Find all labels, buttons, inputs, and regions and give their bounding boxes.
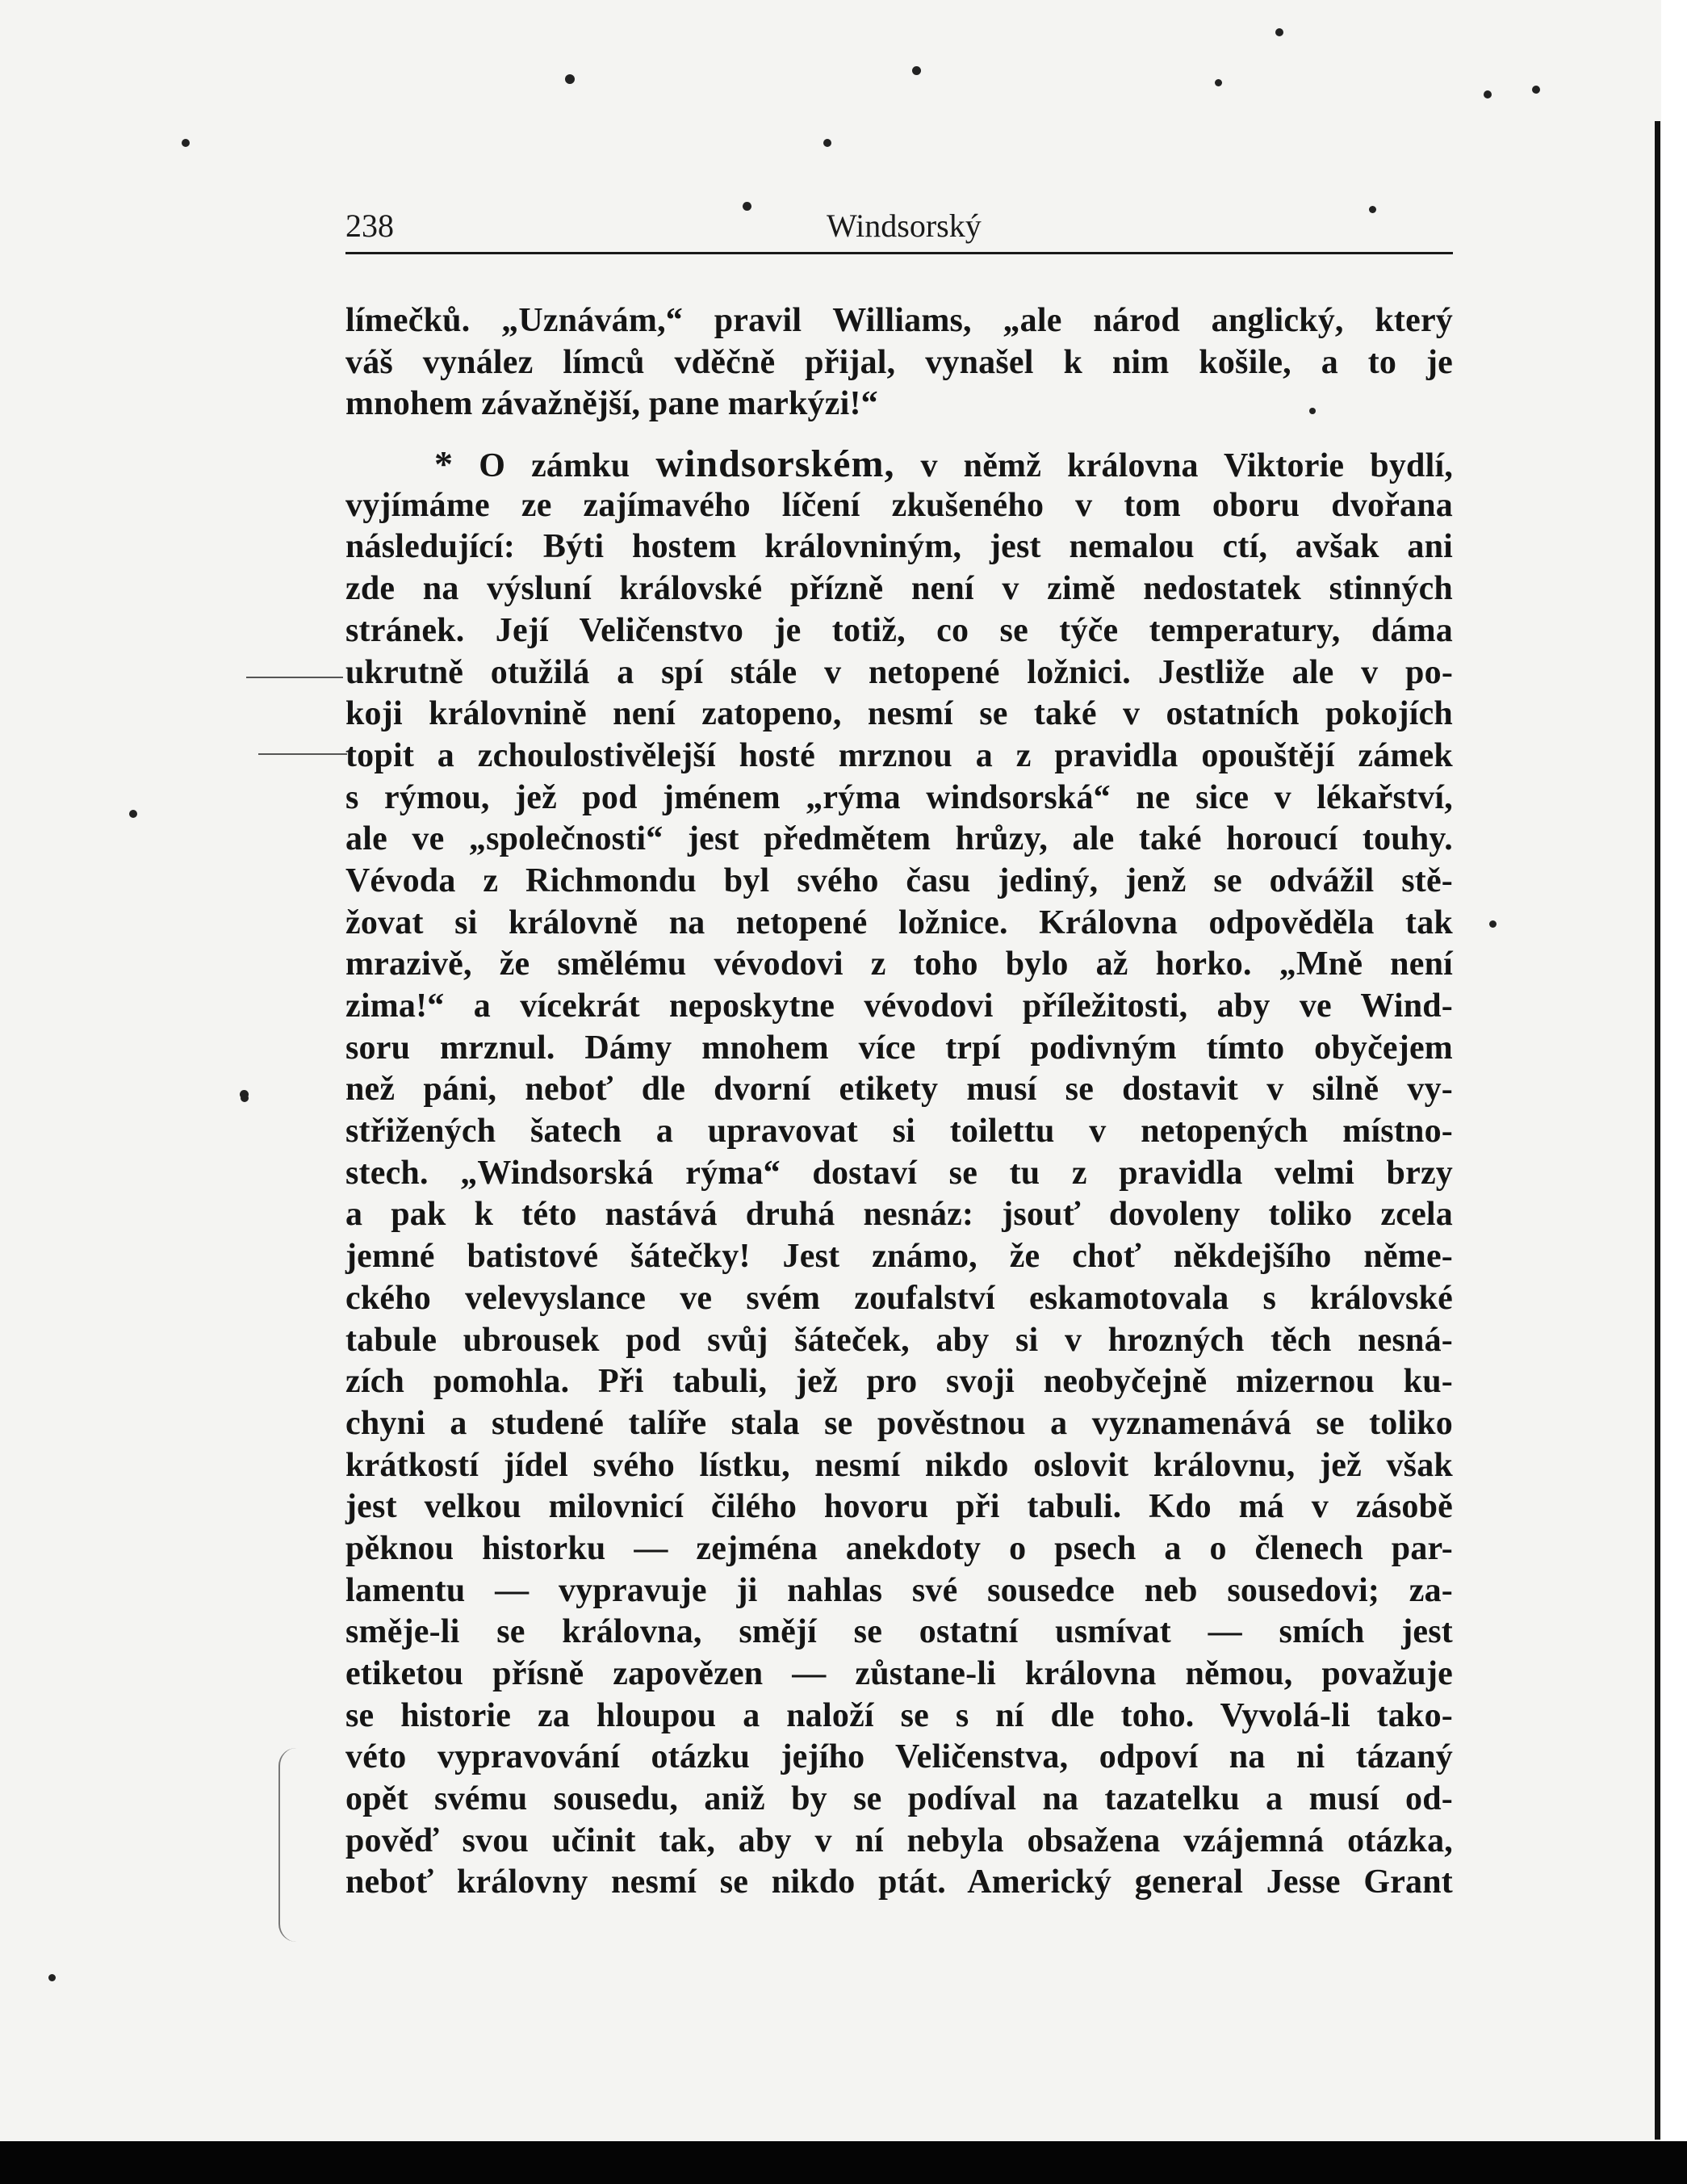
text-line: se historie za hloupou a naloží se s ní dle toho. Vyvolá-li tako- [345,1696,1453,1734]
text-line-first [345,443,1453,485]
text-line: neboť královny nesmí se nikdo ptát. Americký general Jesse Grant [345,1863,1453,1901]
text-line: směje-li se královna, smějí se ostatní usmívat — smích jest [345,1613,1453,1651]
text-line: soru mrznul. Dámy mnohem více trpí podivným tímto obyčejem [345,1029,1453,1067]
text-line: ukrutně otužilá a spí stále v netopené ložnici. Jestliže ale v po- [345,653,1453,691]
text-line: ale ve „společnosti“ jest předmětem hrůzy, ale také horoucí touhy. [345,820,1453,858]
paragraph-2 [345,443,1453,1904]
text-line: véto vypravování otázku jejího Veličenstva, odpoví na ni tázaný [345,1738,1453,1776]
margin-mark [246,677,343,678]
text-line: než páni, neboť dle dvorní etikety musí se dostavit v silně vy- [345,1071,1453,1109]
emphasis-windsorskem: windsorském, [655,442,895,486]
speck [129,810,137,818]
margin-mark [258,753,347,755]
text-line: stech. „Windsorská rýma“ dostaví se tu z pravidla velmi brzy [345,1154,1453,1192]
scan-right-margin [1661,0,1687,2184]
text-line: Vévoda z Richmondu byl svého času jediný, jenž se odvážil stě- [345,861,1453,899]
text-line: opět svému sousedu, aniž by se podíval na tazatelku a musí od- [345,1780,1453,1818]
scan-bottom-edge [0,2141,1687,2184]
text-line: váš vynález límců vděčně přijal, vynašel k nim košile, a to je [345,343,1453,381]
running-header [345,202,1453,254]
text-line: lamentu — vypravuje ji nahlas své sousedce neb sousedovi; za- [345,1571,1453,1609]
text-line: pěknou historku — zejména anekdoty o psech a o členech par- [345,1529,1453,1567]
speck [1275,28,1283,36]
text-line: jemné batistové šátečky! Jest známo, že choť někdejšího něme- [345,1238,1453,1276]
speck [1489,920,1497,928]
text-line: koji královnině není zatopeno, nesmí se také v ostatních pokojích [345,695,1453,733]
text-line: následující: Býti hostem královniným, jest nemalou ctí, avšak ani [345,528,1453,566]
body-text [345,300,1453,1904]
speck [912,66,921,75]
margin-bracket [278,1748,296,1942]
speck [823,139,831,147]
text-line: vyjímáme ze zajímavého líčení zkušeného v tom oboru dvořana [345,486,1453,524]
text-line: tabule ubrousek pod svůj šáteček, aby si v hrozných těch nesná- [345,1321,1453,1359]
text-line: a pak k této nastává druhá nesnáz: jsouť dovoleny toliko zcela [345,1196,1453,1234]
speck [1532,86,1540,94]
text-line: etiketou přísně zapovězen — zůstane-li královna němou, považuje [345,1655,1453,1692]
text-line: zde na výsluní královské přízně není v zimě nedostatek stinných [345,570,1453,608]
text-line: střižených šatech a upravovat si toilettu v netopených místno- [345,1113,1453,1151]
text-line: krátkostí jídel svého lístku, nesmí nikdo oslovit královnu, jež však [345,1446,1453,1484]
scan-right-edge [1655,121,1660,2140]
text-fragment: O zámku [479,447,630,485]
asterisk-mark: * [434,443,454,485]
text-line: zích pomohla. Při tabuli, jež pro svoji neobyčejně mizernou ku- [345,1363,1453,1401]
text-line: žovat si královně na netopené ložnice. Královna odpověděla tak [345,903,1453,941]
text-line: mrazivě, že smělému vévodovi z toho bylo až horko. „Mně není [345,945,1453,983]
text-line: zima!“ a vícekrát neposkytne vévodovi příležitosti, aby ve Wind- [345,987,1453,1025]
speck [1484,90,1492,99]
text-line: límečků. „Uznávám,“ pravil Williams, „ale národ anglický, který [345,302,1453,339]
speck [48,1974,56,1981]
paragraph-gap [345,425,1453,443]
text-line: chyni a studené talíře stala se pověstnou a vyznamenává se toliko [345,1404,1453,1442]
running-title: Windsorský [827,208,982,244]
page-number: 238 [345,208,394,244]
text-line: pověď svou učinit tak, aby v ní nebyla obsažena vzájemná otázka, [345,1821,1453,1859]
paragraph-1 [345,300,1453,425]
speck [182,139,190,147]
text-line: mnohem závažnější, pane markýzi!“ [345,385,878,423]
speck [1215,79,1222,86]
text-line: stránek. Její Veličenstvo je totiž, co se týče temperatury, dáma [345,611,1453,649]
text-line: ckého velevyslance ve svém zoufalství eskamotovala s královské [345,1279,1453,1317]
speck [241,1094,249,1102]
speck [565,74,575,84]
text-line: s rýmou, jež pod jménem „rýma windsorská“ ne sice v lékařství, [345,778,1453,816]
text-fragment: v němž královna Viktorie bydlí, [920,447,1454,485]
text-line: topit a zchoulostivělejší hosté mrznou a z pravidla opouštějí zámek [345,736,1453,774]
text-line: jest velkou milovnicí čilého hovoru při tabuli. Kdo má v zásobě [345,1488,1453,1526]
